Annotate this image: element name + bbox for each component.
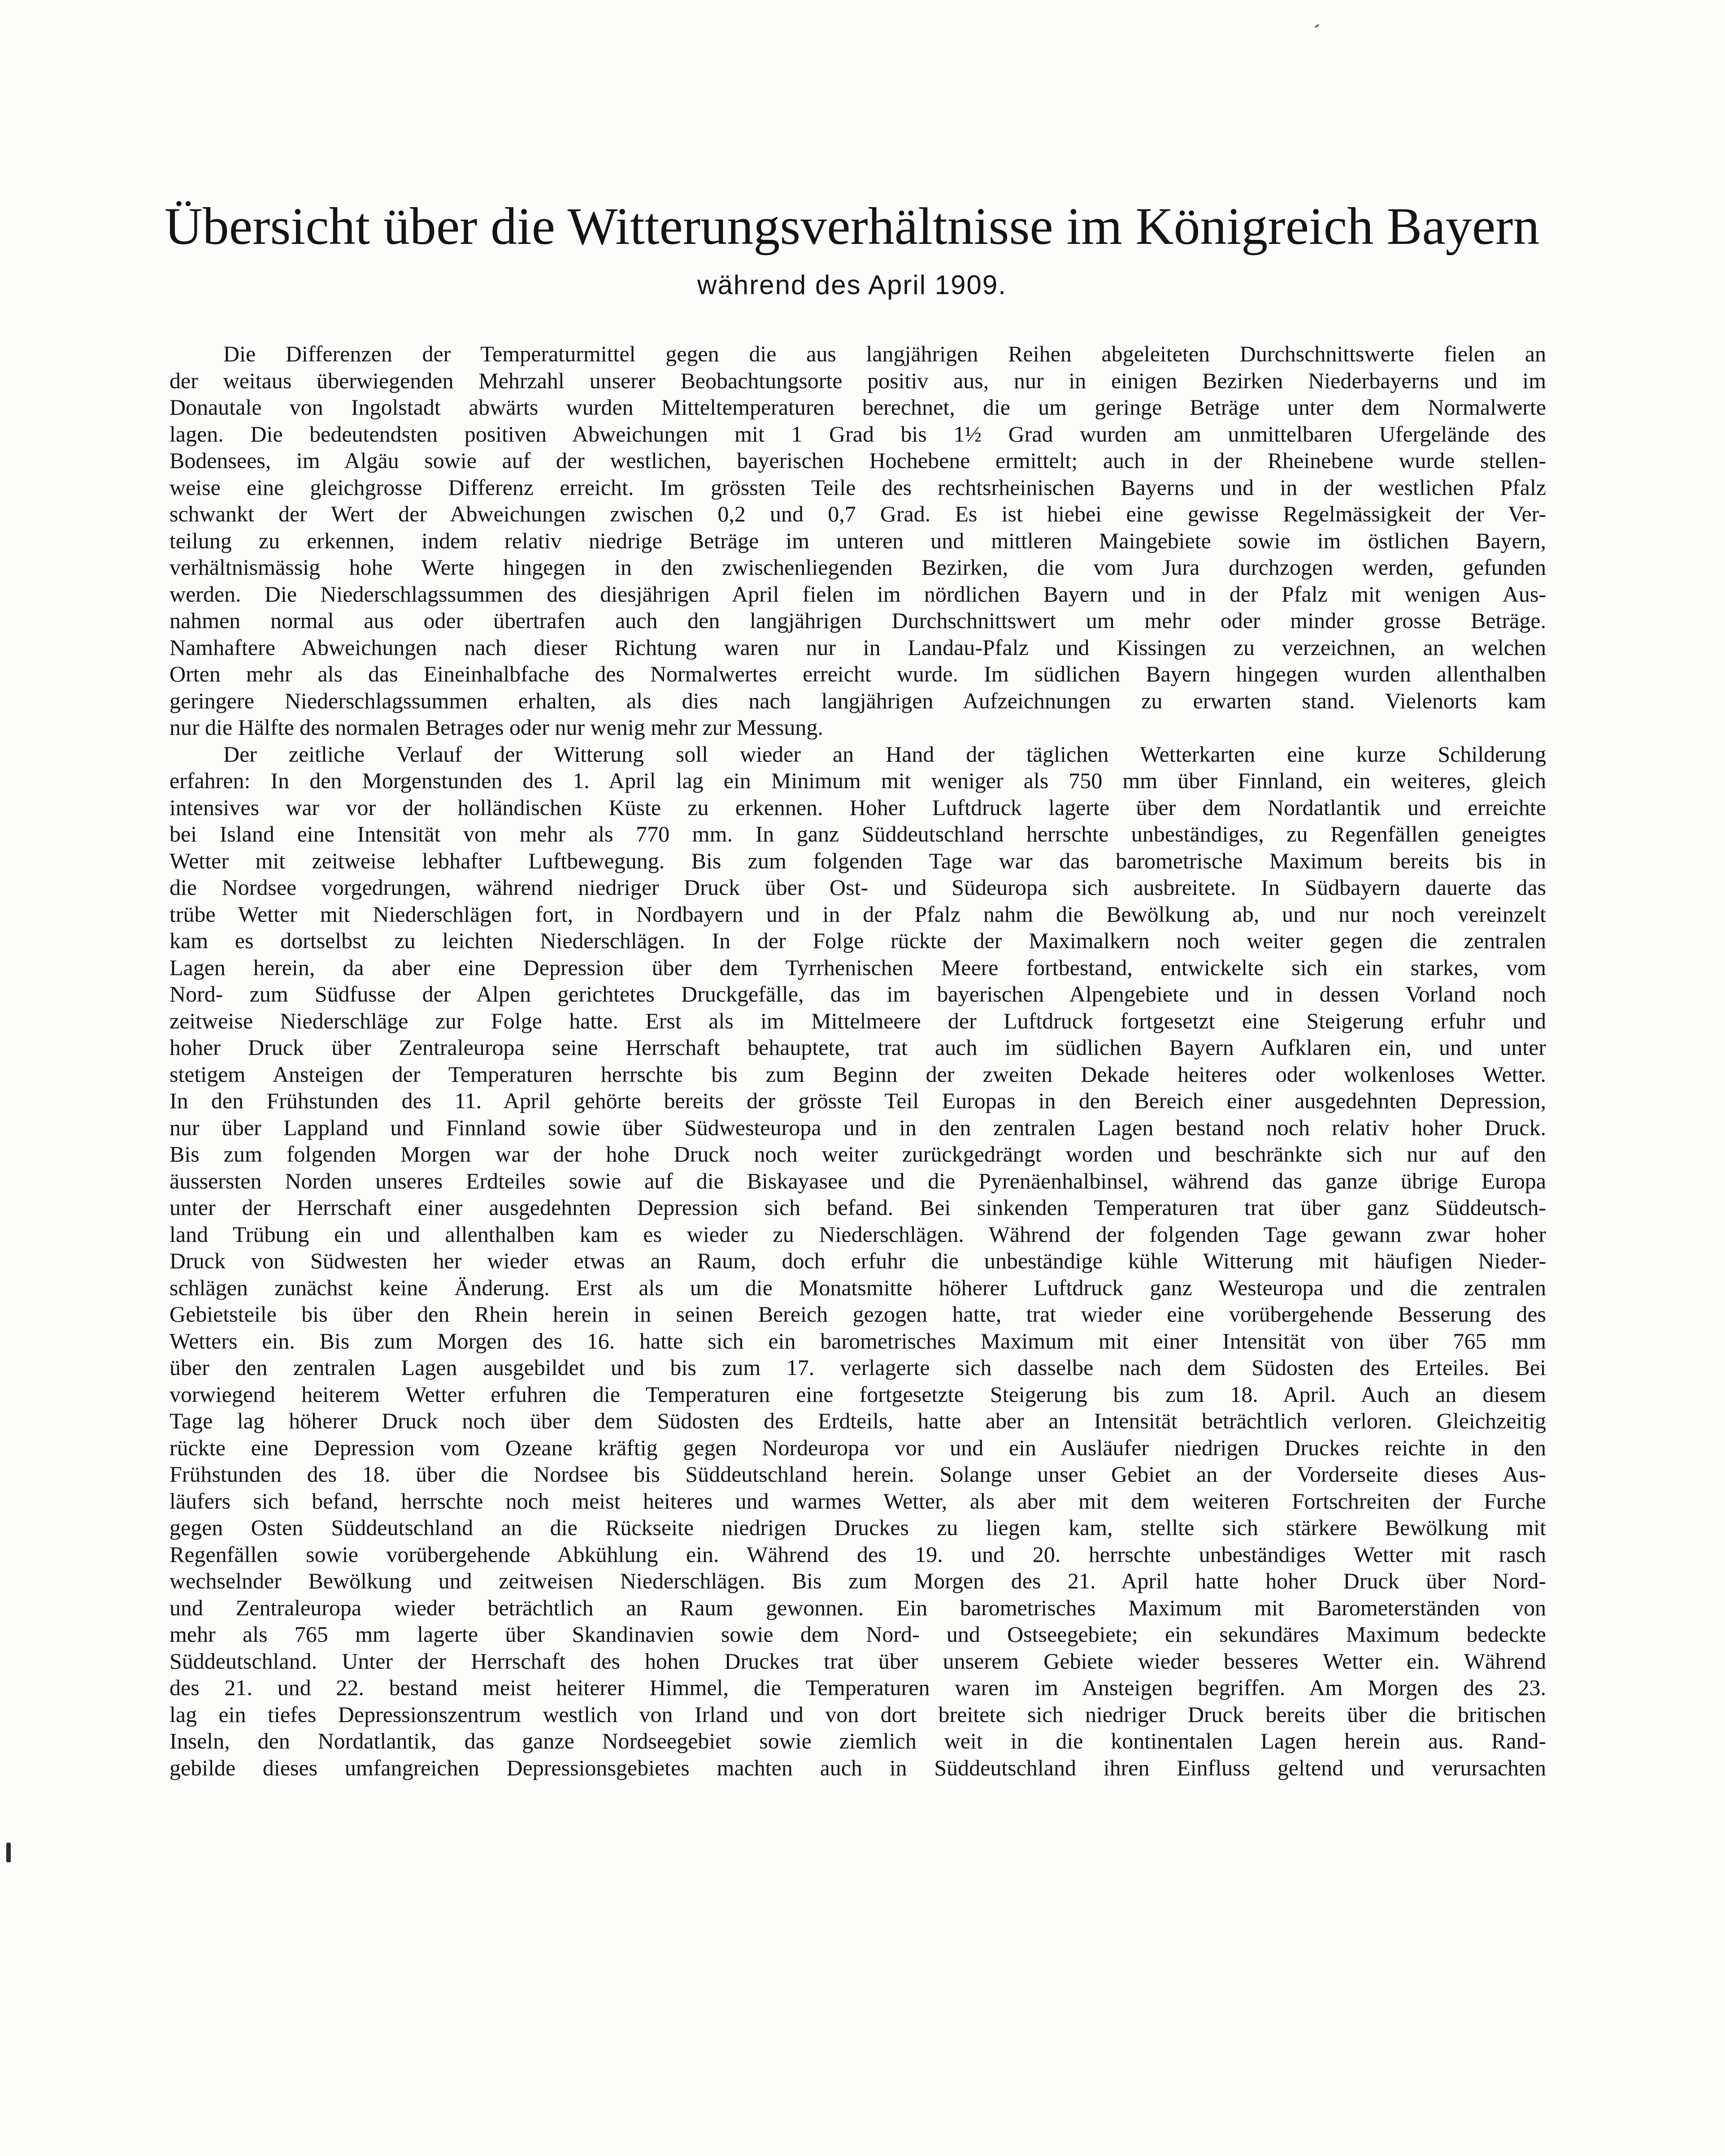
text-line: Lagen herein, da aber eine Depression über dem Tyrrhenischen Meere fortbestand, entwickelte sich ein starkes, vom — [169, 954, 1546, 980]
text-line: bei Island eine Intensität von mehr als 770 mm. In ganz Süddeutschland herrschte unbeständiges, zu Regenfällen geneigtes — [169, 821, 1546, 846]
text-line: verhältnismässig hohe Werte hingegen in den zwischenliegenden Bezirken, die vom Jura durchzogen werden, gefunden — [169, 555, 1546, 580]
text-line: land Trübung ein und allenthalben kam es wieder zu Niederschlägen. Während der folgenden Tage gewann zwar hoher — [169, 1221, 1546, 1247]
text-line: äussersten Norden unseres Erdteiles sowie auf die Biskayasee und die Pyrenäenhalbinsel, während das ganze übrige Europa — [169, 1168, 1546, 1193]
text-line: lag ein tiefes Depressionszentrum westlich von Irland und von dort breitete sich niedriger Druck bereits über die britischen — [169, 1701, 1546, 1727]
text-line: stetigem Ansteigen der Temperaturen herrschte bis zum Beginn der zweiten Dekade heiteres oder wolkenloses Wetter. — [169, 1061, 1546, 1087]
text-line: läufers sich befand, herrschte noch meist heiteres und warmes Wetter, als aber mit dem weiteren Fortschreiten der Furche — [169, 1488, 1546, 1514]
text-line: In den Frühstunden des 11. April gehörte bereits der grösste Teil Europas in den Bereich einer ausgedehnten Depression, — [169, 1088, 1546, 1113]
text-line: der weitaus überwiegenden Mehrzahl unserer Beobachtungsorte positiv aus, nur in einigen Bezirken Niederbayerns und im — [169, 368, 1546, 393]
text-line: rückte eine Depression vom Ozeane kräftig gegen Nordeuropa vor und ein Ausläufer niedrigen Druckes reichte in den — [169, 1435, 1546, 1460]
text-line: vorwiegend heiterem Wetter erfuhren die Temperaturen eine fortgesetzte Steigerung bis zum 18. April. Auch an diesem — [169, 1381, 1546, 1407]
text-line: und Zentraleuropa wieder beträchtlich an Raum gewonnen. Ein barometrisches Maximum mit Barometerständen von — [169, 1595, 1546, 1620]
paragraph — [169, 741, 1546, 1782]
text-line: schwankt der Wert der Abweichungen zwischen 0,2 und 0,7 Grad. Es ist hiebei eine gewisse Regelmässigkeit der Ver- — [169, 501, 1546, 526]
text-line: nahmen normal aus oder übertrafen auch den langjährigen Durchschnittswert um mehr oder minder grosse Beträge. — [169, 608, 1546, 633]
text-line: wechselnder Bewölkung und zeitweisen Niederschlägen. Bis zum Morgen des 21. April hatte hoher Druck über Nord- — [169, 1568, 1546, 1593]
ink-speck — [1315, 24, 1319, 28]
text-line: die Nordsee vorgedrungen, während niedriger Druck über Ost- und Südeuropa sich ausbreitete. In Südbayern dauerte das — [169, 875, 1546, 900]
text-line: unter der Herrschaft einer ausgedehnten Depression sich befand. Bei sinkenden Temperaturen trat über ganz Süddeutsch- — [169, 1195, 1546, 1220]
text-line: teilung zu erkennen, indem relativ niedrige Beträge im unteren und mittleren Maingebiete sowie im östlichen Bayern, — [169, 528, 1546, 553]
text-line: Bis zum folgenden Morgen war der hohe Druck noch weiter zurückgedrängt worden und beschränkte sich nur auf den — [169, 1141, 1546, 1167]
text-line: geringere Niederschlagssummen erhalten, als dies nach langjährigen Aufzeichnungen zu erwarten stand. Vielenorts kam — [169, 688, 1546, 713]
text-line: schlägen zunächst keine Änderung. Erst als um die Monatsmitte höherer Luftdruck ganz Westeuropa und die zentralen — [169, 1275, 1546, 1300]
text-line: Gebietsteile bis über den Rhein herein in seinen Bereich gezogen hatte, trat wieder eine vorübergehende Besserung des — [169, 1301, 1546, 1327]
text-line: trübe Wetter mit Niederschlägen fort, in Nordbayern und in der Pfalz nahm die Bewölkung ab, und nur noch vereinzelt — [169, 901, 1546, 927]
text-line: gebilde dieses umfangreichen Depressionsgebietes machten auch in Süddeutschland ihren Einfluss geltend und verursachten — [169, 1755, 1546, 1780]
text-line: Die Differenzen der Temperaturmittel gegen die aus langjährigen Reihen abgeleiteten Durchschnittswerte fielen an — [223, 341, 1546, 366]
text-line: lagen. Die bedeutendsten positiven Abweichungen mit 1 Grad bis 1½ Grad wurden am unmittelbaren Ufergelände des — [169, 421, 1546, 447]
text-line: Nord- zum Südfusse der Alpen gerichtetes Druckgefälle, das im bayerischen Alpengebiete und in dessen Vorland noch — [169, 981, 1546, 1006]
text-line: Namhaftere Abweichungen nach dieser Richtung waren nur in Landau-Pfalz und Kissingen zu verzeichnen, an welchen — [169, 634, 1546, 660]
text-line: Wetter mit zeitweise lebhafter Luftbewegung. Bis zum folgenden Tage war das barometrische Maximum bereits bis in — [169, 848, 1546, 873]
text-line: mehr als 765 mm lagerte über Skandinavien sowie dem Nord- und Ostseegebiete; ein sekundäres Maximum bedeckte — [169, 1622, 1546, 1647]
text-line: intensives war vor der holländischen Küste zu erkennen. Hoher Luftdruck lagerte über dem Nordatlantik und erreichte — [169, 794, 1546, 820]
text-line: über den zentralen Lagen ausgebildet und bis zum 17. verlagerte sich dasselbe nach dem Südosten des Erteiles. Bei — [169, 1355, 1546, 1380]
text-line: zeitweise Niederschläge zur Folge hatte. Erst als im Mittelmeere der Luftdruck fortgesetzt eine Steigerung erfuhr und — [169, 1008, 1546, 1033]
body-text — [169, 341, 1546, 1781]
text-line: Der zeitliche Verlauf der Witterung soll wieder an Hand der täglichen Wetterkarten eine kurze Schilderung — [223, 741, 1546, 767]
text-line: Wetters ein. Bis zum Morgen des 16. hatte sich ein barometrisches Maximum mit einer Intensität von über 765 mm — [169, 1328, 1546, 1353]
text-line: nur über Lappland und Finnland sowie über Südwesteuropa und in den zentralen Lagen bestand noch relativ hoher Druck. — [169, 1115, 1546, 1140]
text-line: Regenfällen sowie vorübergehende Abkühlung ein. Während des 19. und 20. herrschte unbeständiges Wetter mit rasch — [169, 1541, 1546, 1567]
text-line: kam es dortselbst zu leichten Niederschlägen. In der Folge rückte der Maximalkern noch weiter gegen die zentralen — [169, 928, 1546, 953]
paragraph — [169, 341, 1546, 741]
text-line: Orten mehr als das Eineinhalbfache des Normalwertes erreicht wurde. Im südlichen Bayern hingegen wurden allenthalben — [169, 661, 1546, 686]
text-line: erfahren: In den Morgenstunden des 1. April lag ein Minimum mit weniger als 750 mm über Finnland, ein weiteres, gleich — [169, 768, 1546, 793]
text-line: Bodensees, im Algäu sowie auf der westlichen, bayerischen Hochebene ermittelt; auch in der Rheinebene wurde stellen- — [169, 448, 1546, 473]
text-line: hoher Druck über Zentraleuropa seine Herrschaft behauptete, trat auch im südlichen Bayern Aufklaren ein, und unter — [169, 1035, 1546, 1060]
text-line: Druck von Südwesten her wieder etwas an Raum, doch erfuhr die unbeständige kühle Witterung mit häufigen Nieder- — [169, 1248, 1546, 1273]
text-line: weise eine gleichgrosse Differenz erreicht. Im grössten Teile des rechtsrheinischen Bayerns und in der westlichen Pfalz — [169, 474, 1546, 500]
text-line: Süddeutschland. Unter der Herrschaft des hohen Druckes trat über unserem Gebiete wieder besseres Wetter ein. Während — [169, 1648, 1546, 1674]
text-line: Inseln, den Nordatlantik, das ganze Nordseegebiet sowie ziemlich weit in die kontinentalen Lagen herein aus. Rand- — [169, 1728, 1546, 1753]
text-line: Tage lag höherer Druck noch über dem Südosten des Erdteils, hatte aber an Intensität beträchtlich verloren. Gleichzeitig — [169, 1408, 1546, 1433]
text-line: Donautale von Ingolstadt abwärts wurden Mitteltemperaturen berechnet, die um geringe Beträge unter dem Normalwerte — [169, 395, 1546, 420]
text-line: gegen Osten Süddeutschland an die Rückseite niedrigen Druckes zu liegen kam, stellte sich stärkere Bewölkung mit — [169, 1515, 1546, 1540]
text-line: des 21. und 22. bestand meist heiterer Himmel, die Temperaturen waren im Ansteigen begriffen. Am Morgen des 23. — [169, 1675, 1546, 1700]
text-line: werden. Die Niederschlagssummen des diesjährigen April fielen im nördlichen Bayern und in der Pfalz mit wenigen Aus- — [169, 581, 1546, 607]
margin-mark — [6, 1843, 11, 1862]
text-line: nur die Hälfte des normalen Betrages oder nur wenig mehr zur Messung. — [169, 715, 823, 740]
text-line: Frühstunden des 18. über die Nordsee bis Süddeutschland herein. Solange unser Gebiet an der Vorderseite dieses Aus- — [169, 1462, 1546, 1487]
page-subtitle: während des April 1909. — [697, 270, 1007, 300]
page-title: Übersicht über die Witterungsverhältnisse im Königreich Bayern — [164, 197, 1540, 256]
